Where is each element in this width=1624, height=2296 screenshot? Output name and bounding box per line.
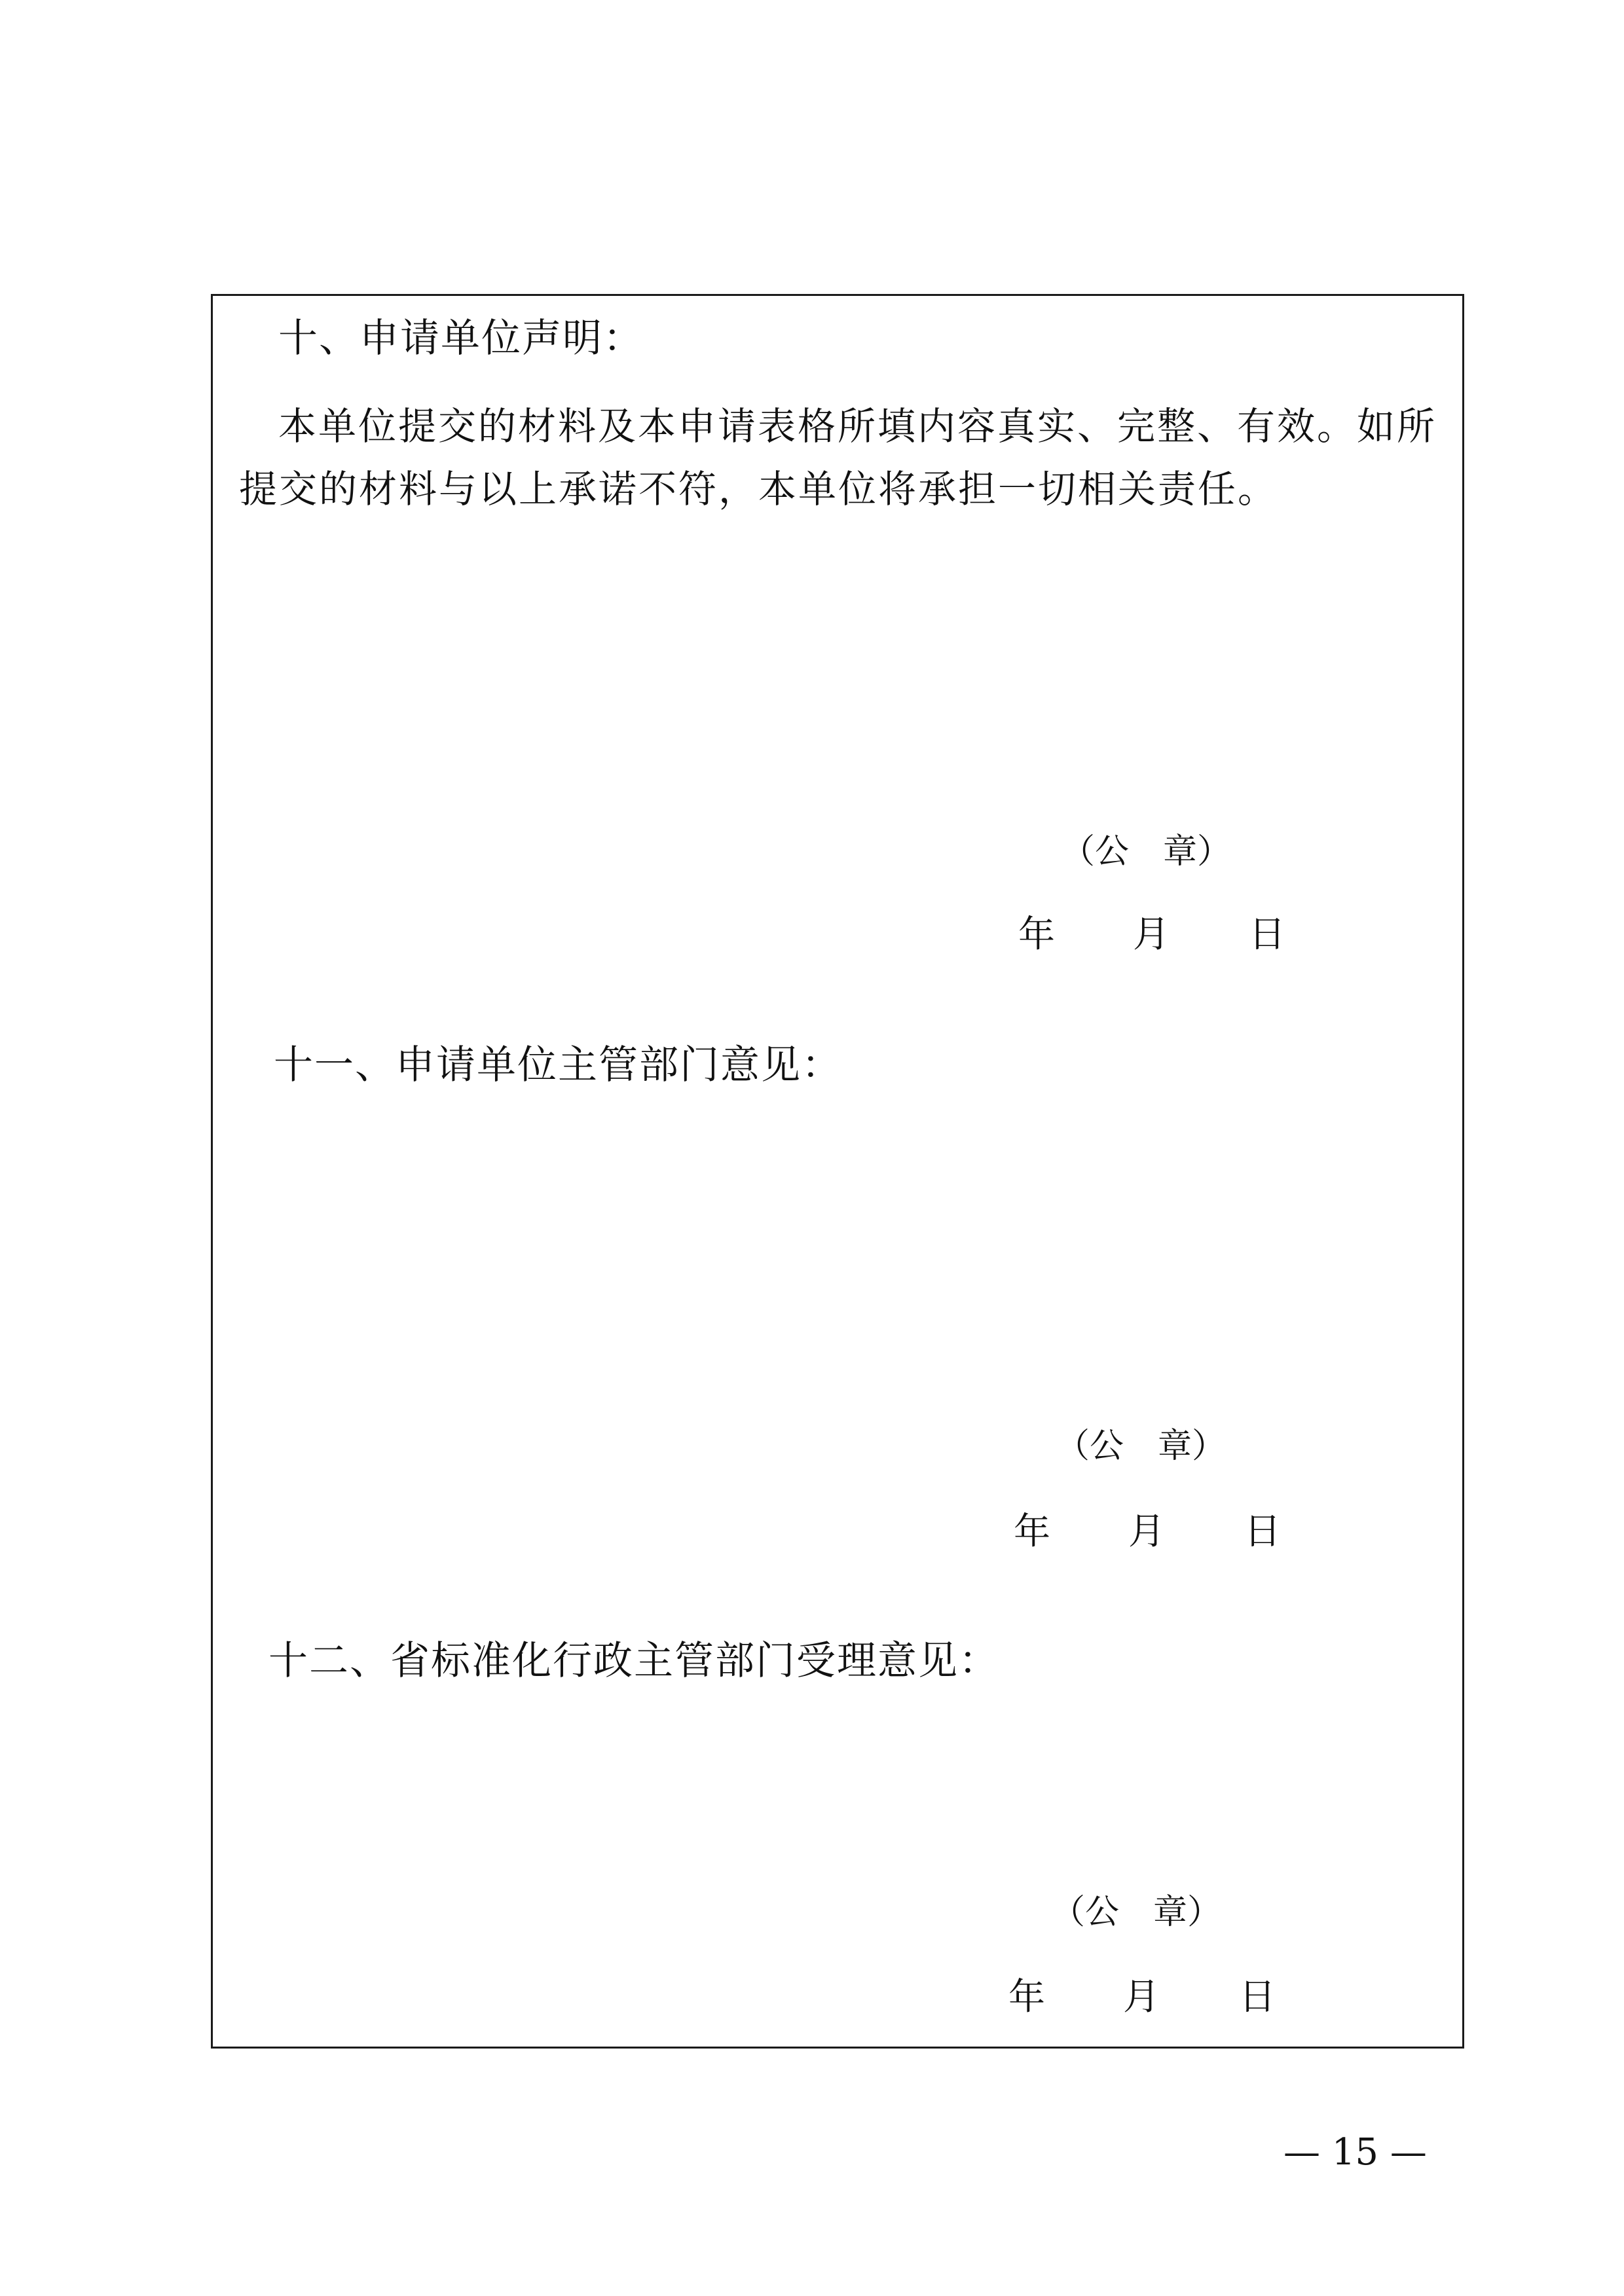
section-10-official-seal-label: （公 章）: [1061, 832, 1232, 871]
section-12-date-line: [1008, 1976, 1283, 2018]
application-form-box: [211, 294, 1464, 2049]
section-11-official-seal-label: （公 章）: [1056, 1427, 1227, 1466]
month-label: 月: [1123, 1976, 1160, 2018]
section-10-date-line: [1018, 913, 1293, 956]
section-12-heading: 十二、省标准化行政主管部门受理意见：: [268, 1638, 999, 1684]
section-11-date-line: [1014, 1510, 1289, 1553]
day-label: 日: [1244, 1510, 1281, 1553]
section-10-body-line-1: 本单位提交的材料及本申请表格所填内容真实、完整、有效。如所: [278, 404, 1437, 448]
day-label: 日: [1239, 1976, 1276, 2018]
section-10-body-line-2: 提交的材料与以上承诺不符，本单位将承担一切相关责任。: [239, 467, 1278, 511]
year-label: 年: [1018, 913, 1055, 956]
month-label: 月: [1128, 1510, 1165, 1553]
page-number: — 15 —: [1283, 2131, 1427, 2174]
month-label: 月: [1133, 913, 1170, 956]
section-10-heading: 十、申请单位声明：: [278, 316, 644, 361]
section-12-official-seal-label: （公 章）: [1051, 1893, 1222, 1932]
day-label: 日: [1249, 913, 1285, 956]
section-11-heading: 十一、申请单位主管部门意见：: [274, 1042, 842, 1088]
year-label: 年: [1008, 1976, 1045, 2018]
year-label: 年: [1014, 1510, 1050, 1553]
